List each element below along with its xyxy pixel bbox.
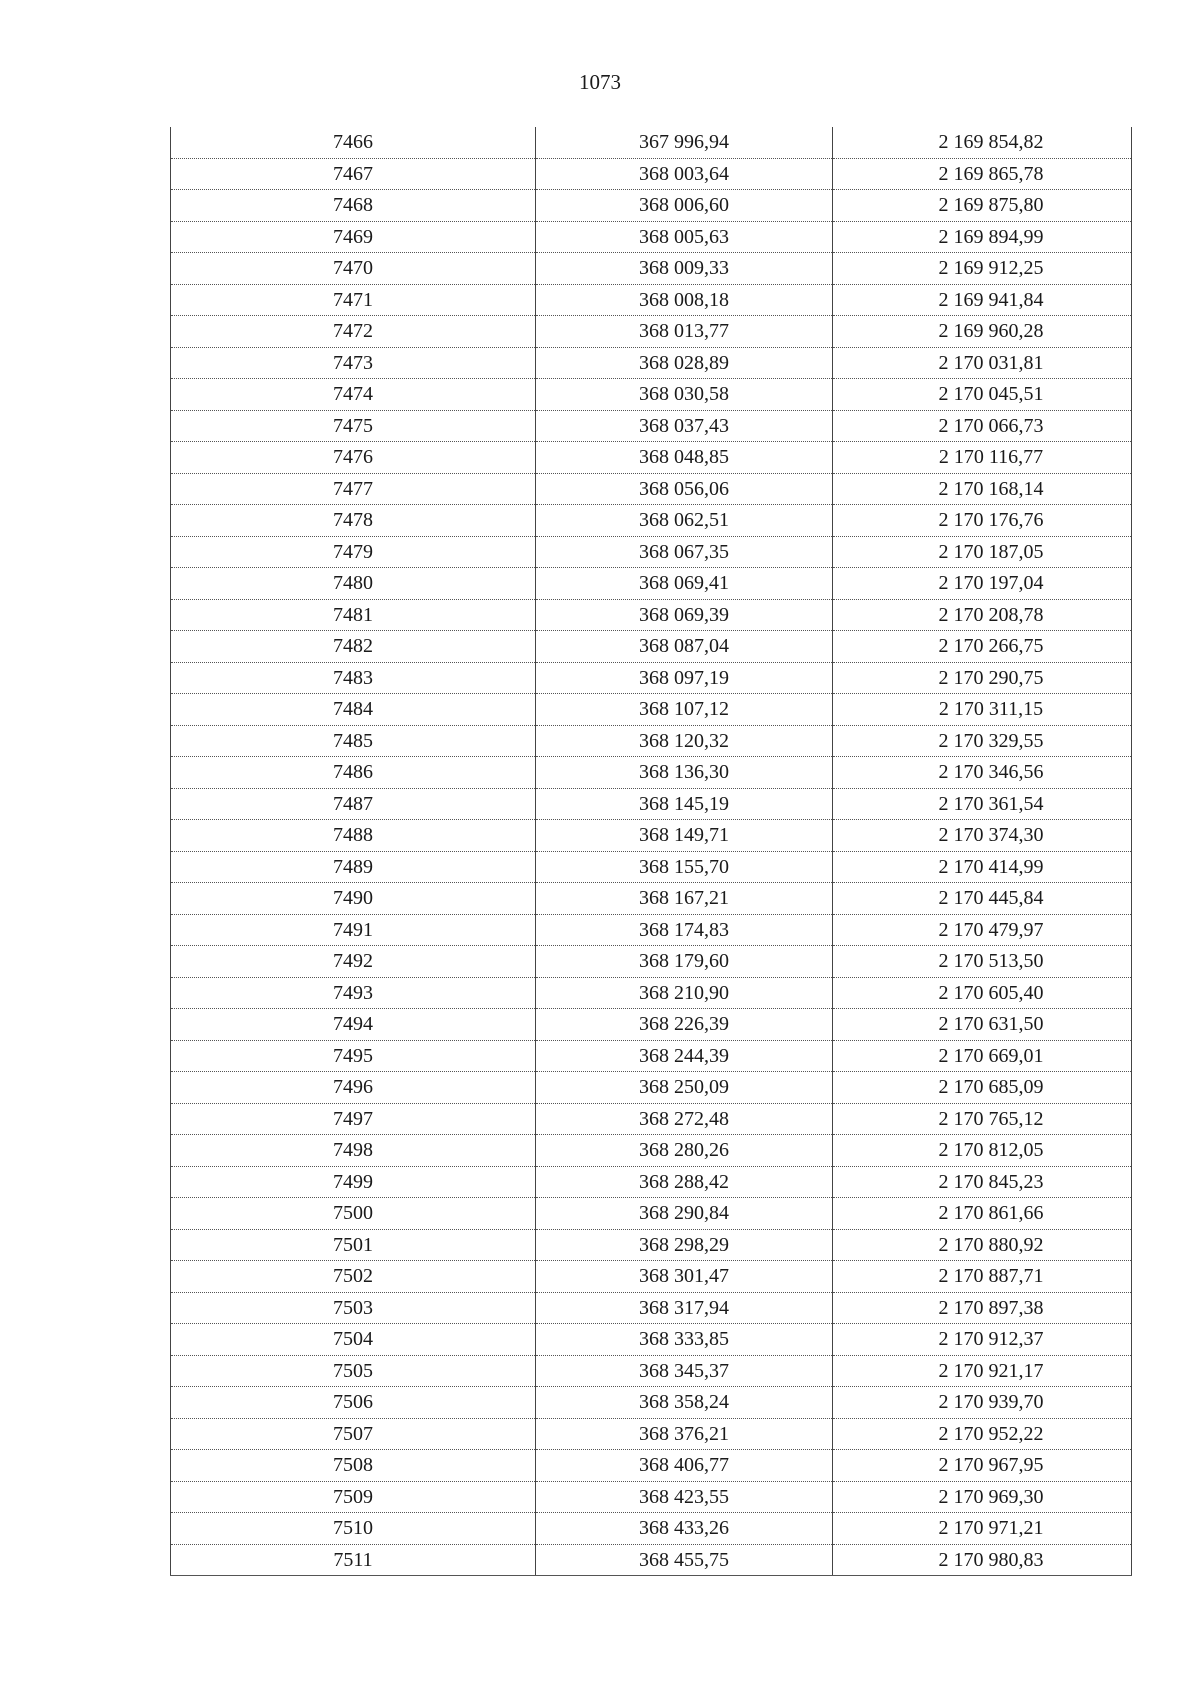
table-row <box>171 757 1132 789</box>
table-row <box>171 1040 1132 1072</box>
x-coordinate-cell: 368 288,42 <box>536 1166 833 1198</box>
point-number-cell: 7480 <box>171 568 536 600</box>
x-coordinate-cell: 368 149,71 <box>536 820 833 852</box>
point-number-cell: 7511 <box>171 1544 536 1576</box>
x-coordinate-cell: 368 433,26 <box>536 1513 833 1545</box>
table-row <box>171 1481 1132 1513</box>
point-number-cell: 7503 <box>171 1292 536 1324</box>
x-coordinate-cell: 368 423,55 <box>536 1481 833 1513</box>
y-coordinate-cell: 2 170 197,04 <box>833 568 1132 600</box>
point-number-cell: 7509 <box>171 1481 536 1513</box>
x-coordinate-cell: 368 048,85 <box>536 442 833 474</box>
point-number-cell: 7510 <box>171 1513 536 1545</box>
point-number-cell: 7477 <box>171 473 536 505</box>
table-row <box>171 253 1132 285</box>
x-coordinate-cell: 367 996,94 <box>536 127 833 158</box>
y-coordinate-cell: 2 170 168,14 <box>833 473 1132 505</box>
x-coordinate-cell: 368 167,21 <box>536 883 833 915</box>
point-number-cell: 7490 <box>171 883 536 915</box>
table-row <box>171 536 1132 568</box>
table-row <box>171 694 1132 726</box>
table-row <box>171 662 1132 694</box>
y-coordinate-cell: 2 169 912,25 <box>833 253 1132 285</box>
point-number-cell: 7470 <box>171 253 536 285</box>
y-coordinate-cell: 2 170 266,75 <box>833 631 1132 663</box>
y-coordinate-cell: 2 169 875,80 <box>833 190 1132 222</box>
y-coordinate-cell: 2 170 921,17 <box>833 1355 1132 1387</box>
x-coordinate-cell: 368 069,39 <box>536 599 833 631</box>
y-coordinate-cell: 2 170 969,30 <box>833 1481 1132 1513</box>
x-coordinate-cell: 368 345,37 <box>536 1355 833 1387</box>
point-number-cell: 7478 <box>171 505 536 537</box>
table-row <box>171 1418 1132 1450</box>
x-coordinate-cell: 368 226,39 <box>536 1009 833 1041</box>
table-row <box>171 284 1132 316</box>
table-row <box>171 820 1132 852</box>
table-row <box>171 1292 1132 1324</box>
table-row <box>171 379 1132 411</box>
point-number-cell: 7468 <box>171 190 536 222</box>
table-row <box>171 851 1132 883</box>
x-coordinate-cell: 368 272,48 <box>536 1103 833 1135</box>
y-coordinate-cell: 2 169 854,82 <box>833 127 1132 158</box>
x-coordinate-cell: 368 455,75 <box>536 1544 833 1576</box>
point-number-cell: 7471 <box>171 284 536 316</box>
table-row <box>171 1450 1132 1482</box>
point-number-cell: 7485 <box>171 725 536 757</box>
point-number-cell: 7493 <box>171 977 536 1009</box>
x-coordinate-cell: 368 056,06 <box>536 473 833 505</box>
table-row <box>171 599 1132 631</box>
table-row <box>171 410 1132 442</box>
point-number-cell: 7486 <box>171 757 536 789</box>
table-row <box>171 1103 1132 1135</box>
table-row <box>171 1261 1132 1293</box>
x-coordinate-cell: 368 210,90 <box>536 977 833 1009</box>
y-coordinate-cell: 2 169 941,84 <box>833 284 1132 316</box>
y-coordinate-cell: 2 170 967,95 <box>833 1450 1132 1482</box>
table-row <box>171 473 1132 505</box>
point-number-cell: 7466 <box>171 127 536 158</box>
x-coordinate-cell: 368 376,21 <box>536 1418 833 1450</box>
x-coordinate-cell: 368 174,83 <box>536 914 833 946</box>
table-row <box>171 1324 1132 1356</box>
x-coordinate-cell: 368 317,94 <box>536 1292 833 1324</box>
x-coordinate-cell: 368 107,12 <box>536 694 833 726</box>
point-number-cell: 7467 <box>171 158 536 190</box>
y-coordinate-cell: 2 170 374,30 <box>833 820 1132 852</box>
table-row <box>171 1166 1132 1198</box>
point-number-cell: 7489 <box>171 851 536 883</box>
point-number-cell: 7483 <box>171 662 536 694</box>
x-coordinate-cell: 368 062,51 <box>536 505 833 537</box>
table-row <box>171 347 1132 379</box>
x-coordinate-cell: 368 406,77 <box>536 1450 833 1482</box>
point-number-cell: 7506 <box>171 1387 536 1419</box>
x-coordinate-cell: 368 028,89 <box>536 347 833 379</box>
point-number-cell: 7505 <box>171 1355 536 1387</box>
x-coordinate-cell: 368 067,35 <box>536 536 833 568</box>
x-coordinate-cell: 368 097,19 <box>536 662 833 694</box>
y-coordinate-cell: 2 170 880,92 <box>833 1229 1132 1261</box>
x-coordinate-cell: 368 250,09 <box>536 1072 833 1104</box>
y-coordinate-cell: 2 170 329,55 <box>833 725 1132 757</box>
y-coordinate-cell: 2 170 765,12 <box>833 1103 1132 1135</box>
x-coordinate-cell: 368 244,39 <box>536 1040 833 1072</box>
table-row <box>171 914 1132 946</box>
x-coordinate-cell: 368 136,30 <box>536 757 833 789</box>
y-coordinate-cell: 2 170 685,09 <box>833 1072 1132 1104</box>
y-coordinate-cell: 2 170 479,97 <box>833 914 1132 946</box>
x-coordinate-cell: 368 280,26 <box>536 1135 833 1167</box>
y-coordinate-cell: 2 170 971,21 <box>833 1513 1132 1545</box>
table-row <box>171 631 1132 663</box>
page-number: 1073 <box>579 70 621 94</box>
y-coordinate-cell: 2 170 176,76 <box>833 505 1132 537</box>
y-coordinate-cell: 2 170 045,51 <box>833 379 1132 411</box>
y-coordinate-cell: 2 170 980,83 <box>833 1544 1132 1576</box>
x-coordinate-cell: 368 301,47 <box>536 1261 833 1293</box>
x-coordinate-cell: 368 006,60 <box>536 190 833 222</box>
table-row <box>171 1355 1132 1387</box>
y-coordinate-cell: 2 170 311,15 <box>833 694 1132 726</box>
y-coordinate-cell: 2 170 187,05 <box>833 536 1132 568</box>
y-coordinate-cell: 2 170 952,22 <box>833 1418 1132 1450</box>
point-number-cell: 7479 <box>171 536 536 568</box>
point-number-cell: 7482 <box>171 631 536 663</box>
table-row <box>171 442 1132 474</box>
x-coordinate-cell: 368 145,19 <box>536 788 833 820</box>
table-row <box>171 788 1132 820</box>
point-number-cell: 7502 <box>171 1261 536 1293</box>
y-coordinate-cell: 2 170 812,05 <box>833 1135 1132 1167</box>
y-coordinate-cell: 2 170 414,99 <box>833 851 1132 883</box>
y-coordinate-cell: 2 170 346,56 <box>833 757 1132 789</box>
point-number-cell: 7474 <box>171 379 536 411</box>
point-number-cell: 7499 <box>171 1166 536 1198</box>
table-row <box>171 127 1132 158</box>
table-row <box>171 1198 1132 1230</box>
y-coordinate-cell: 2 170 861,66 <box>833 1198 1132 1230</box>
point-number-cell: 7473 <box>171 347 536 379</box>
y-coordinate-cell: 2 170 513,50 <box>833 946 1132 978</box>
y-coordinate-cell: 2 169 960,28 <box>833 316 1132 348</box>
x-coordinate-cell: 368 333,85 <box>536 1324 833 1356</box>
coordinates-table-body <box>171 127 1132 1576</box>
y-coordinate-cell: 2 170 669,01 <box>833 1040 1132 1072</box>
table-row <box>171 883 1132 915</box>
y-coordinate-cell: 2 170 631,50 <box>833 1009 1132 1041</box>
point-number-cell: 7488 <box>171 820 536 852</box>
y-coordinate-cell: 2 170 290,75 <box>833 662 1132 694</box>
table-row <box>171 316 1132 348</box>
x-coordinate-cell: 368 087,04 <box>536 631 833 663</box>
table-row <box>171 977 1132 1009</box>
table-row <box>171 1009 1132 1041</box>
x-coordinate-cell: 368 008,18 <box>536 284 833 316</box>
y-coordinate-cell: 2 170 605,40 <box>833 977 1132 1009</box>
x-coordinate-cell: 368 179,60 <box>536 946 833 978</box>
y-coordinate-cell: 2 170 939,70 <box>833 1387 1132 1419</box>
y-coordinate-cell: 2 169 894,99 <box>833 221 1132 253</box>
table-row <box>171 505 1132 537</box>
y-coordinate-cell: 2 170 031,81 <box>833 347 1132 379</box>
table-row <box>171 1513 1132 1545</box>
table-row <box>171 568 1132 600</box>
point-number-cell: 7495 <box>171 1040 536 1072</box>
table-row <box>171 1387 1132 1419</box>
table-row <box>171 158 1132 190</box>
table-row <box>171 1229 1132 1261</box>
x-coordinate-cell: 368 155,70 <box>536 851 833 883</box>
coordinates-table <box>170 127 1132 1576</box>
point-number-cell: 7469 <box>171 221 536 253</box>
point-number-cell: 7491 <box>171 914 536 946</box>
table-row <box>171 725 1132 757</box>
y-coordinate-cell: 2 169 865,78 <box>833 158 1132 190</box>
point-number-cell: 7497 <box>171 1103 536 1135</box>
point-number-cell: 7476 <box>171 442 536 474</box>
x-coordinate-cell: 368 003,64 <box>536 158 833 190</box>
point-number-cell: 7484 <box>171 694 536 726</box>
x-coordinate-cell: 368 009,33 <box>536 253 833 285</box>
point-number-cell: 7494 <box>171 1009 536 1041</box>
x-coordinate-cell: 368 298,29 <box>536 1229 833 1261</box>
table-row <box>171 1135 1132 1167</box>
point-number-cell: 7487 <box>171 788 536 820</box>
x-coordinate-cell: 368 037,43 <box>536 410 833 442</box>
y-coordinate-cell: 2 170 116,77 <box>833 442 1132 474</box>
x-coordinate-cell: 368 069,41 <box>536 568 833 600</box>
table-row <box>171 1072 1132 1104</box>
x-coordinate-cell: 368 005,63 <box>536 221 833 253</box>
point-number-cell: 7508 <box>171 1450 536 1482</box>
table-row <box>171 190 1132 222</box>
point-number-cell: 7500 <box>171 1198 536 1230</box>
y-coordinate-cell: 2 170 887,71 <box>833 1261 1132 1293</box>
x-coordinate-cell: 368 358,24 <box>536 1387 833 1419</box>
y-coordinate-cell: 2 170 445,84 <box>833 883 1132 915</box>
x-coordinate-cell: 368 013,77 <box>536 316 833 348</box>
point-number-cell: 7498 <box>171 1135 536 1167</box>
x-coordinate-cell: 368 290,84 <box>536 1198 833 1230</box>
table-row <box>171 221 1132 253</box>
x-coordinate-cell: 368 030,58 <box>536 379 833 411</box>
x-coordinate-cell: 368 120,32 <box>536 725 833 757</box>
point-number-cell: 7504 <box>171 1324 536 1356</box>
table-row <box>171 946 1132 978</box>
y-coordinate-cell: 2 170 208,78 <box>833 599 1132 631</box>
point-number-cell: 7475 <box>171 410 536 442</box>
point-number-cell: 7472 <box>171 316 536 348</box>
point-number-cell: 7507 <box>171 1418 536 1450</box>
y-coordinate-cell: 2 170 361,54 <box>833 788 1132 820</box>
y-coordinate-cell: 2 170 066,73 <box>833 410 1132 442</box>
point-number-cell: 7501 <box>171 1229 536 1261</box>
y-coordinate-cell: 2 170 912,37 <box>833 1324 1132 1356</box>
point-number-cell: 7481 <box>171 599 536 631</box>
y-coordinate-cell: 2 170 897,38 <box>833 1292 1132 1324</box>
table-row <box>171 1544 1132 1576</box>
y-coordinate-cell: 2 170 845,23 <box>833 1166 1132 1198</box>
point-number-cell: 7496 <box>171 1072 536 1104</box>
point-number-cell: 7492 <box>171 946 536 978</box>
